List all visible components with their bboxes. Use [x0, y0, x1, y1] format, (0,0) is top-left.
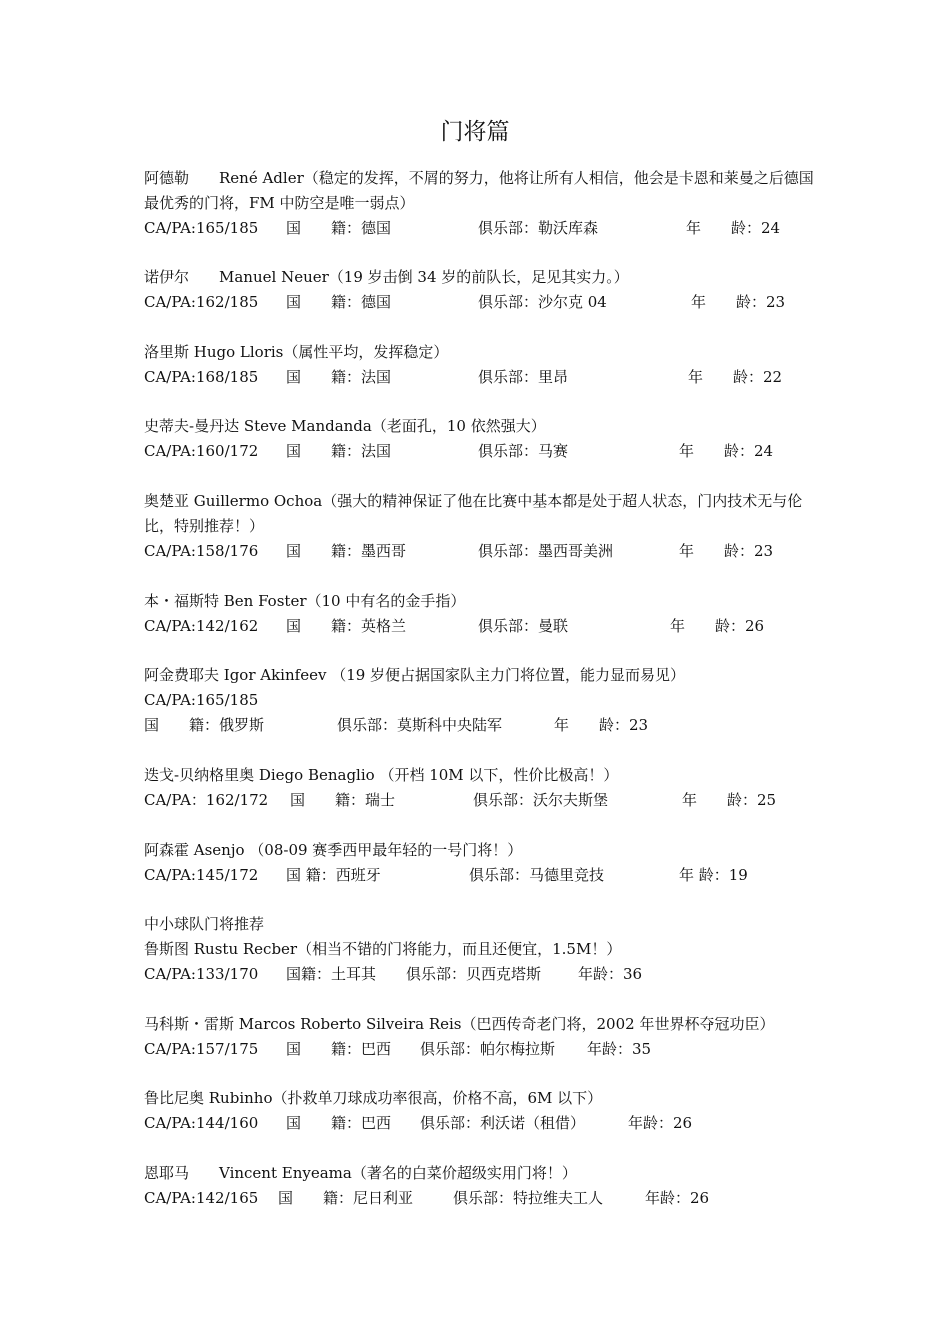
player-stats-row: [144, 216, 814, 241]
club-value: 俱乐部：帕尔梅拉斯: [420, 1040, 556, 1058]
age-value: 年 龄：23: [691, 293, 786, 311]
capa-value: CA/PA:142/162: [144, 617, 259, 635]
player-name-line: 鲁比尼奥 Rubinho（扑救单刀球成功率很高，价格不高，6M 以下）: [144, 1089, 603, 1107]
age-value: 年龄：35: [587, 1040, 652, 1058]
age-value: 年 龄：24: [686, 219, 781, 237]
capa-value: CA/PA:168/185: [144, 368, 259, 386]
capa-value: CA/PA:165/185: [144, 691, 259, 709]
nation-value: 国 籍：墨西哥: [286, 542, 407, 560]
player-stats-row: [144, 713, 814, 738]
nation-value: 国 籍：巴西: [286, 1040, 392, 1058]
club-value: 俱乐部：马赛: [478, 442, 569, 460]
club-value: 俱乐部：勒沃库森: [478, 219, 599, 237]
nation-value: 国 籍：德国: [286, 293, 392, 311]
player-name-line: 史蒂夫-曼丹达 Steve Mandanda（老面孔，10 依然强大）: [144, 417, 546, 435]
player-entry-mandanda: [144, 414, 814, 464]
capa-value: CA/PA:158/176: [144, 542, 259, 560]
age-value: 年龄：36: [578, 965, 643, 983]
capa-value: CA/PA:160/172: [144, 442, 259, 460]
capa-value: CA/PA:144/160: [144, 1114, 259, 1132]
player-name-line: 迭戈-贝纳格里奥 Diego Benaglio （开档 10M 以下，性价比极高！）: [144, 766, 619, 784]
age-value: 年 龄：22: [688, 368, 783, 386]
player-entry-benaglio: [144, 763, 814, 813]
player-stats-row: [144, 614, 814, 639]
club-value: 俱乐部：特拉维夫工人: [453, 1189, 604, 1207]
capa-value: CA/PA:142/165: [144, 1189, 259, 1207]
player-stats-row: [144, 1186, 814, 1211]
nation-value: 国 籍：德国: [286, 219, 392, 237]
club-value: 俱乐部：贝西克塔斯: [406, 965, 542, 983]
nation-value: 国 籍：法国: [286, 442, 392, 460]
player-name-line: 马科斯・雷斯 Marcos Roberto Silveira Reis（巴西传奇老门将，2002 年世界杯夺冠功臣）: [144, 1015, 775, 1033]
age-value: 年龄：26: [628, 1114, 693, 1132]
player-entry-neuer: [144, 265, 814, 315]
club-value: 俱乐部：里昂: [478, 368, 569, 386]
player-stats-row: [144, 788, 814, 813]
age-value: 年 龄：24: [679, 442, 774, 460]
age-value: 年 龄：23: [679, 542, 774, 560]
age-value: 年龄：26: [645, 1189, 710, 1207]
player-stats-row: [144, 962, 814, 987]
nation-value: 国 籍：尼日利亚: [278, 1189, 414, 1207]
capa-value: CA/PA：162/172: [144, 791, 269, 809]
club-value: 俱乐部：利沃诺（租借）: [420, 1114, 586, 1132]
player-entry-akinfeev: [144, 663, 814, 738]
player-stats-row: [144, 539, 814, 564]
nation-value: 国 籍：瑞士: [290, 791, 396, 809]
nation-value: 国 籍：巴西: [286, 1114, 392, 1132]
player-entry-rubinho: [144, 1086, 814, 1136]
section-header-small-teams: [144, 912, 814, 937]
player-stats-row: [144, 365, 814, 390]
nation-value: 国 籍：俄罗斯: [144, 716, 265, 734]
player-entry-marcos: [144, 1012, 814, 1062]
capa-value: CA/PA:165/185: [144, 219, 259, 237]
player-name-line: 本・福斯特 Ben Foster（10 中有名的金手指）: [144, 592, 466, 610]
player-entry-lloris: [144, 340, 814, 390]
player-stats-row: [144, 1037, 814, 1062]
club-value: 俱乐部：曼联: [478, 617, 569, 635]
capa-value: CA/PA:145/172: [144, 866, 259, 884]
player-stats-row: [144, 863, 814, 888]
player-name-line: 洛里斯 Hugo Lloris（属性平均，发挥稳定）: [144, 343, 449, 361]
player-entry-asenjo: [144, 838, 814, 888]
player-name-line: 阿德勒 René Adler（稳定的发挥，不屑的努力，他将让所有人相信，他会是卡恩和莱曼之后德国最优秀的门将，FM 中防空是唯一弱点）: [144, 169, 814, 212]
page-title: 门将篇: [440, 119, 510, 145]
player-name-line: 奥楚亚 Guillermo Ochoa（强大的精神保证了他在比赛中基本都是处于超人状态，门内技术无与伦比，特别推荐！）: [144, 492, 803, 535]
nation-value: 国 籍：英格兰: [286, 617, 407, 635]
player-entry-ochoa: [144, 489, 814, 564]
player-name-line: 恩耶马 Vincent Enyeama（著名的白菜价超级实用门将！）: [144, 1164, 577, 1182]
age-value: 年 龄：25: [682, 791, 777, 809]
player-stats-row: [144, 439, 814, 464]
club-value: 俱乐部：马德里竞技: [469, 866, 605, 884]
club-value: 俱乐部：沙尔克 04: [478, 293, 607, 311]
player-stats-row: [144, 290, 814, 315]
section-header-text: 中小球队门将推荐: [144, 915, 265, 933]
capa-value: CA/PA:133/170: [144, 965, 259, 983]
player-name-line: 诺伊尔 Manuel Neuer（19 岁击倒 34 岁的前队长，足见其实力。）: [144, 268, 629, 286]
player-entry-adler: [144, 166, 814, 241]
capa-value: CA/PA:157/175: [144, 1040, 259, 1058]
player-entry-foster: [144, 589, 814, 639]
age-value: 年 龄：19: [679, 866, 748, 884]
nation-value: 国 籍：法国: [286, 368, 392, 386]
player-entry-enyeama: [144, 1161, 814, 1211]
player-stats-row: [144, 1111, 814, 1136]
club-value: 俱乐部：墨西哥美洲: [478, 542, 614, 560]
player-entry-rustu: [144, 937, 814, 987]
player-name-line: 阿森霍 Asenjo （08-09 赛季西甲最年轻的一号门将！）: [144, 841, 523, 859]
club-value: 俱乐部：莫斯科中央陆军: [337, 716, 503, 734]
nation-value: 国籍：土耳其: [286, 965, 377, 983]
capa-value: CA/PA:162/185: [144, 293, 259, 311]
nation-value: 国 籍：西班牙: [286, 866, 381, 884]
age-value: 年 龄：23: [554, 716, 649, 734]
player-name-line: 阿金费耶夫 Igor Akinfeev （19 岁便占据国家队主力门将位置，能力显而易见）: [144, 666, 686, 684]
player-name-line: 鲁斯图 Rustu Recber（相当不错的门将能力，而且还便宜，1.5M！）: [144, 940, 622, 958]
club-value: 俱乐部：沃尔夫斯堡: [473, 791, 609, 809]
age-value: 年 龄：26: [670, 617, 765, 635]
